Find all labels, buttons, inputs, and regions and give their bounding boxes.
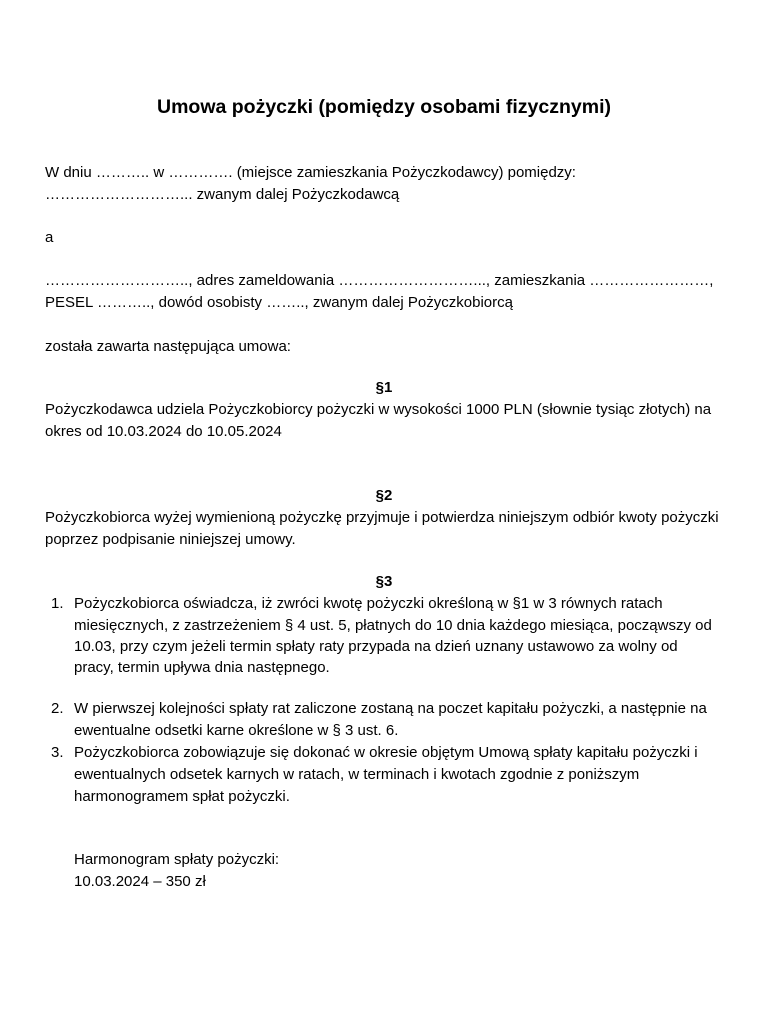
intro-line-2: ………………………... zwanym dalej Pożyczkodawcą <box>45 186 400 203</box>
section-3-heading: §3 <box>375 573 393 590</box>
list-item-line: 10.03, przy czym jeżeli termin spłaty raty przypada na dzień uznany ustawowo za wolny od <box>74 638 678 655</box>
section-2-line-2: poprzez podpisanie niniejszej umowy. <box>45 531 296 548</box>
intro-concluded: została zawarta następująca umowa: <box>45 338 291 355</box>
intro-and: a <box>45 229 54 246</box>
intro-line-1: W dniu ……….. w …………. (miejsce zamieszkania Pożyczkodawcy) pomiędzy: <box>45 164 576 181</box>
section-1-line-1: Pożyczkodawca udziela Pożyczkobiorcy pożyczki w wysokości 1000 PLN (słownie tysiąc złotych) na <box>45 401 712 418</box>
list-item-line: W pierwszej kolejności spłaty rat zaliczone zostaną na poczet kapitału pożyczki, a następnie na <box>74 700 707 717</box>
list-item-line: miesięcznych, z zastrzeżeniem § 4 ust. 5, płatnych do 10 dnia każdego miesiąca, począwszy od <box>74 617 712 634</box>
list-item-line: pracy, termin upływa dnia następnego. <box>74 659 330 676</box>
list-item-line: Pożyczkobiorca oświadcza, iż zwróci kwotę pożyczki określoną w §1 w 3 równych ratach <box>74 595 663 612</box>
list-item-number: 1. <box>51 595 64 612</box>
section-1-line-2: okres od 10.03.2024 do 10.05.2024 <box>45 423 282 440</box>
intro-line-4: PESEL ……….., dowód osobisty …….., zwanym dalej Pożyczkobiorcą <box>45 294 513 311</box>
document-title: Umowa pożyczki (pomiędzy osobami fizycznymi) <box>156 96 611 118</box>
schedule-heading: Harmonogram spłaty pożyczki: <box>74 851 280 868</box>
section-2-heading: §2 <box>375 487 393 504</box>
list-item-line: ewentualnych odsetek karnych w ratach, w terminach i kwotach zgodnie z poniższym <box>74 766 640 783</box>
section-1-heading: §1 <box>375 379 393 396</box>
list-item-number: 2. <box>51 700 64 717</box>
list-item-line: Pożyczkobiorca zobowiązuje się dokonać w okresie objętym Umową spłaty kapitału pożyczki i <box>74 744 698 761</box>
list-item-line: ewentualne odsetki karne określone w § 3 ust. 6. <box>74 722 399 739</box>
list-item-number: 3. <box>51 744 64 761</box>
section-2-line-1: Pożyczkobiorca wyżej wymienioną pożyczkę przyjmuje i potwierdza niniejszym odbiór kwoty pożyczki <box>45 509 719 526</box>
schedule-entry: 10.03.2024 – 350 zł <box>74 873 206 890</box>
intro-line-3: ……………………….., adres zameldowania ………………………..., zamieszkania ……………………, <box>45 272 714 289</box>
list-item-line: harmonogramem spłat pożyczki. <box>74 788 290 805</box>
